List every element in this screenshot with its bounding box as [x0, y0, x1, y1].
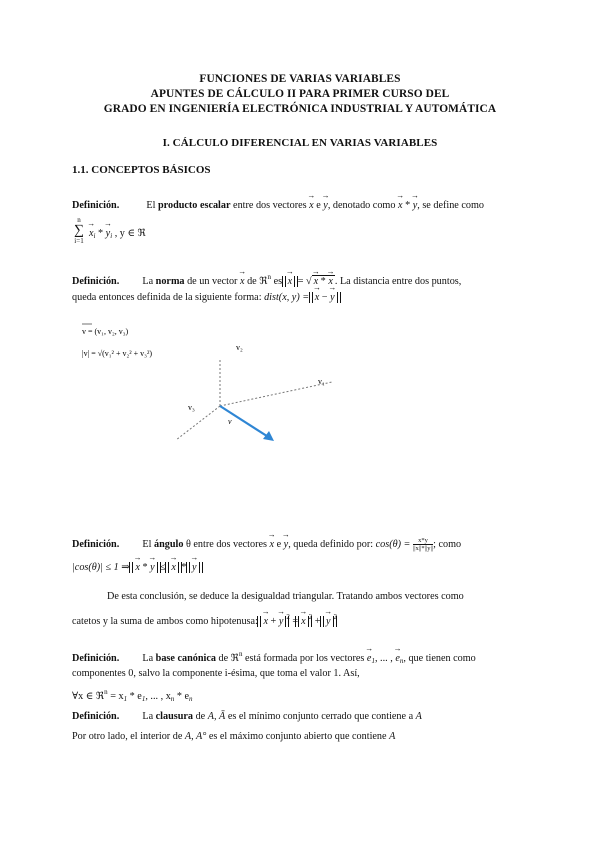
def4-text-a: La	[142, 653, 154, 664]
header-line-2: APUNTES DE CÁLCULO II PARA PRIMER CURSO DEL	[150, 88, 450, 100]
para-triangular-line-1: De esta conclusión, se deduce la desigualdad triangular. Tratando ambos vectores como	[107, 591, 464, 602]
norm-y	[189, 562, 200, 573]
vector-x: → x	[314, 276, 319, 287]
def1-text-c: , denotado como	[327, 200, 396, 211]
abs-xy: → x * → y	[132, 562, 157, 573]
vector-x: → x	[89, 228, 94, 239]
chapter-title: I. CÁLCULO DIFERENCIAL EN VARIAS VARIABLES	[162, 137, 438, 149]
def3-text-b: entre dos vectores	[193, 538, 267, 550]
dist-formula: dist(x, y) =	[264, 292, 310, 303]
header-line-3: GRADO EN INGENIERÍA ELECTRÓNICA INDUSTRIAL Y AUTOMÁTICA	[103, 103, 497, 115]
vector-x: → x	[315, 292, 320, 303]
def2-text-c: de ℜ	[247, 276, 268, 287]
def2-line2-text: queda entonces definida de la siguiente forma:	[72, 292, 262, 303]
vector-y: → y	[106, 228, 111, 239]
sup-n: n	[104, 688, 108, 696]
vector-e: → e	[367, 653, 372, 664]
label-v1: v₁	[318, 377, 325, 386]
sub-1: 1	[141, 695, 146, 703]
norm-x	[285, 276, 296, 287]
vector-y: → y	[330, 292, 335, 303]
def4-term: base canónica	[155, 653, 216, 664]
section-title: 1.1. CONCEPTOS BÁSICOS	[72, 164, 211, 176]
def1-term: producto escalar	[157, 200, 231, 211]
vector-y: → y	[326, 616, 331, 627]
def1-text-d: , se define como	[417, 200, 485, 211]
def2-line-2	[72, 292, 338, 303]
def-base-canonica	[72, 650, 476, 665]
def3-text-c: , queda definido por:	[288, 538, 374, 550]
def-label: Definición.	[72, 200, 120, 211]
norm-x-minus-y: → x − → y	[312, 292, 338, 303]
def4-line3-c: * e	[129, 691, 142, 702]
exp-2: 2	[286, 613, 290, 621]
theta: θ	[185, 538, 191, 550]
def4-line-3	[72, 688, 193, 703]
last-text-b: es el máximo conjunto abierto que contiene	[208, 731, 387, 742]
vector-x: → x	[328, 276, 333, 287]
sum-symbol: n ∑ i=1	[72, 217, 86, 245]
vector-x: → x	[171, 562, 176, 573]
para1-line2-text: catetos y la suma de ambos como hipotenusa:	[72, 616, 258, 627]
sub-n: n	[189, 695, 193, 703]
def-label: Definición.	[72, 538, 120, 550]
leq-symbol: ≤	[160, 562, 166, 573]
def2-text-b: de un vector	[187, 276, 238, 287]
def4-line3-e: * e	[176, 691, 190, 702]
def1-text-a: El	[146, 200, 156, 211]
vector-y: → y	[413, 200, 418, 211]
label-v3: v₃	[188, 403, 195, 412]
def5-A: A	[415, 711, 422, 722]
sub-1: 1	[371, 657, 375, 665]
def-label: Definición.	[72, 653, 120, 664]
def4-text-d: , que tienen como	[403, 653, 476, 664]
def3-text-a: El	[142, 538, 152, 550]
def5-term: clausura	[155, 711, 194, 722]
vector-x: → x	[288, 276, 293, 287]
sub-i: i	[93, 232, 96, 240]
vector-e: → e	[395, 653, 400, 664]
sum-top: n	[77, 216, 81, 224]
dots: , ... ,	[374, 653, 393, 664]
axis-v1	[220, 382, 332, 406]
vector-y: → y	[150, 562, 155, 573]
vector-x: → x	[263, 616, 268, 627]
def4-line-2: componentes 0, salvo la componente i-ésima, que toma el valor 1. Así,	[72, 668, 360, 679]
def-clausura	[72, 711, 422, 722]
arrowhead-icon	[263, 431, 274, 441]
sum-bottom: i=1	[74, 237, 84, 245]
def4-line3-b: = x	[110, 691, 124, 702]
def2-text-a: La	[142, 276, 154, 287]
vector-x: → x	[270, 539, 275, 550]
def1-and: e	[316, 200, 321, 211]
def3-text-d: ; como	[433, 538, 462, 550]
vector-x: → x	[398, 200, 403, 211]
axis-v3	[176, 406, 220, 440]
norm-x	[298, 616, 309, 627]
vector-x: → x	[301, 616, 306, 627]
last-text-a: Por otro lado, el interior de	[72, 731, 183, 742]
def-norma: Definición. La norma de un vector → x de ℜ$^n$ es → x = √→ x * → x . La distancia entre dos puntos,	[72, 273, 461, 287]
sub-i: i	[110, 232, 113, 240]
norm-x-plus-y: → x + → y	[260, 616, 286, 627]
vector-y: → y	[323, 200, 328, 211]
last-A: A	[389, 731, 396, 742]
vector-x: → x	[309, 200, 314, 211]
figure-formula-2: |v| = √(v₁² + v₂² + v₃²)	[82, 349, 153, 358]
sub-n: n	[399, 657, 404, 665]
def2-term: norma	[155, 276, 185, 287]
last-set: A, A°	[184, 731, 207, 742]
interior-line	[72, 731, 395, 742]
def3-line2-a: |cos(θ)| ≤ 1 ⇒	[72, 562, 130, 573]
cos-formula: cos(θ) =	[375, 538, 411, 550]
def1-sum-tail: , y ∈ ℜ	[114, 228, 146, 239]
vector-x: → x	[240, 276, 245, 287]
exp-2: 2	[333, 613, 338, 621]
sup-n: n	[238, 650, 243, 658]
def5-text-b: de	[195, 711, 206, 722]
def1-text-b: entre dos vectores	[233, 200, 307, 211]
vector-x: → x	[135, 562, 140, 573]
def3-and: e	[276, 538, 282, 550]
vector-y: → y	[279, 616, 284, 627]
def3-term: ángulo	[153, 538, 184, 550]
para-triangular-line-2: catetos y la suma de ambos como hipotenusa: → x + → y $^2$ =→ x $^2$ + → y $^2$	[72, 613, 337, 627]
sub-n: n	[170, 695, 175, 703]
vector-y: → y	[192, 562, 197, 573]
norm-x	[168, 562, 179, 573]
sub-1: 1	[123, 695, 128, 703]
def1-sum-expression: → $x_i$ * → $y_i$ , y ∈ ℜ	[89, 228, 146, 240]
label-v: v	[228, 417, 232, 426]
def2-text-d: es	[273, 276, 283, 287]
def5-text-a: La	[142, 711, 154, 722]
def5-set: A, Ā	[207, 711, 226, 722]
def5-text-c: es el mínimo conjunto cerrado que contiene a	[227, 711, 414, 722]
exp-2: 2	[308, 613, 313, 621]
def-producto-escalar: Definición. El producto escalar entre dos vectores → x e → y, denotado como → x * → y, se define como	[72, 200, 484, 211]
header-line-1: FUNCIONES DE VARIAS VARIABLES	[199, 73, 401, 85]
def2-text-e: . La distancia entre dos puntos,	[334, 276, 462, 287]
def-label: Definición.	[72, 276, 120, 287]
def-angulo	[72, 537, 461, 552]
def3-line-2: |cos(θ)| ≤ 1 ⇒ → x * → y ≤ → x * → y	[72, 562, 200, 573]
sqrt-body: → x * → x	[312, 275, 335, 287]
def4-line3-a: ∀x ∈ ℜ	[72, 691, 105, 702]
angle-fraction	[413, 537, 433, 552]
norm-y	[323, 616, 334, 627]
figure-formula-1: v = (v₁, v₂, v₃)	[82, 327, 129, 336]
label-v2: v₂	[236, 343, 243, 352]
def4-text-c: está formada por los vectores	[245, 653, 365, 664]
vector-y: → y	[284, 539, 289, 550]
frac-numerator: x*y	[413, 537, 433, 545]
def4-text-b: de ℜ	[218, 653, 239, 664]
def-label: Definición.	[72, 711, 120, 722]
sup-n: n	[267, 273, 272, 281]
def4-line3-d: , ... , x	[145, 691, 171, 702]
frac-denominator: ||x||*||y||	[412, 545, 434, 552]
vector-figure	[60, 320, 360, 450]
